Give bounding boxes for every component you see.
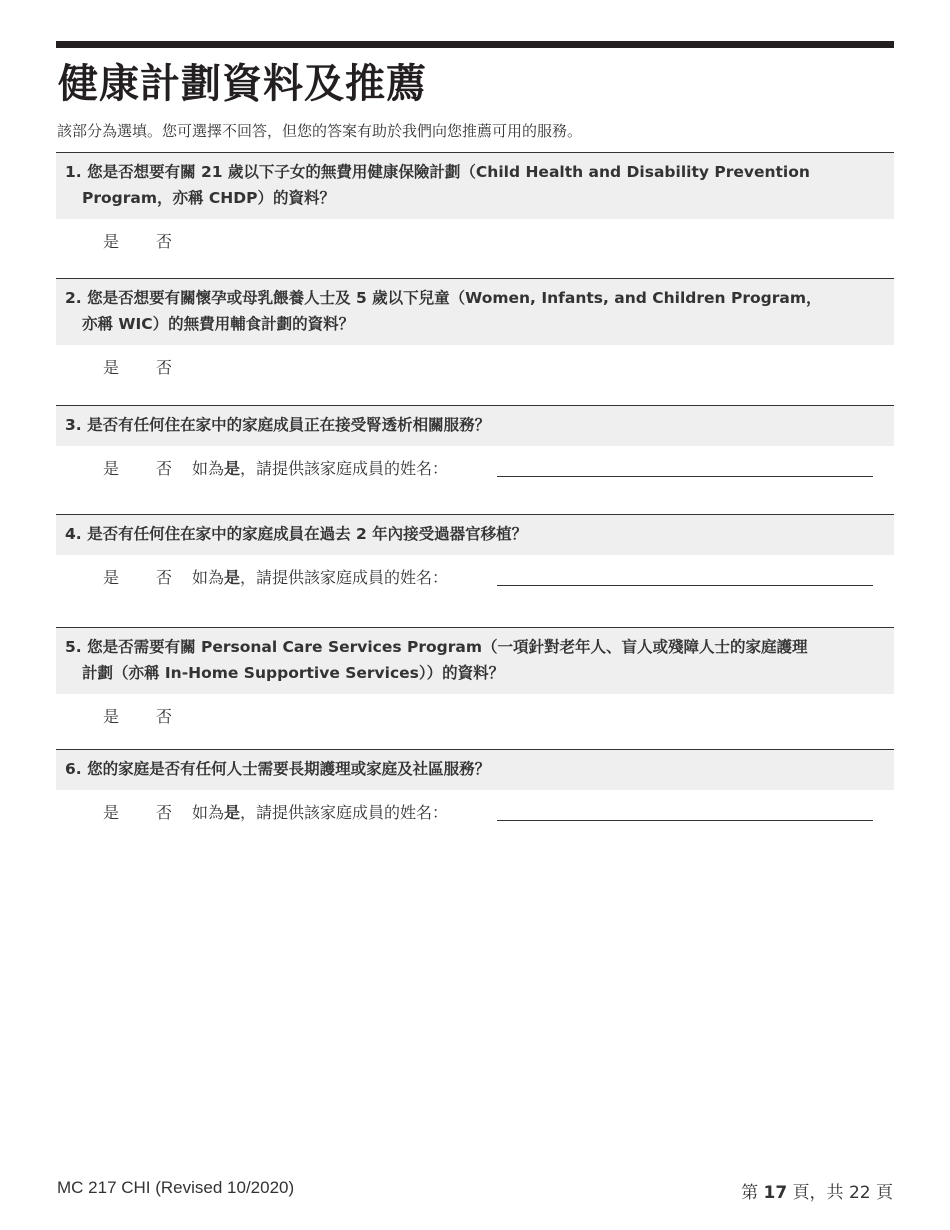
no-option[interactable]: 否 xyxy=(156,568,173,587)
follow-up-text: 如為 xyxy=(192,459,225,478)
follow-up-text: ，請提供該家庭成員的姓名： xyxy=(240,803,449,822)
yes-option[interactable]: 是 xyxy=(103,707,120,726)
question-text-cont: 亦稱 WIC）的無費用輔食計劃的資料？ xyxy=(82,315,355,333)
question-text: 3. 是否有任何住在家中的家庭成員正在接受腎透析相關服務？ xyxy=(65,416,491,434)
follow-up-label xyxy=(192,456,448,479)
question-3 xyxy=(56,405,894,486)
question-text: 5. 您是否需要有關 Personal Care Services Program（一項針對老年人、盲人或殘障人士的家庭護理 xyxy=(65,638,808,656)
yes-option[interactable]: 是 xyxy=(103,459,120,478)
name-input-line[interactable] xyxy=(497,585,873,586)
question-text: 1. 您是否想要有關 21 歲以下子女的無費用健康保險計劃（Child Health and Disability Prevention xyxy=(65,163,810,181)
top-rule xyxy=(56,41,894,48)
page-prefix: 第 xyxy=(741,1183,764,1203)
page-number xyxy=(741,1178,893,1203)
intro-text: 該部分為選填。您可選擇不回答，但您的答案有助於我們向您推薦可用的服務。 xyxy=(57,122,583,140)
question-5 xyxy=(56,627,894,734)
no-option[interactable]: 否 xyxy=(156,707,173,726)
follow-up-text: 如為 xyxy=(192,568,225,587)
follow-up-text: ，請提供該家庭成員的姓名： xyxy=(240,568,449,587)
no-option[interactable]: 否 xyxy=(156,803,173,822)
question-text: 4. 是否有任何住在家中的家庭成員在過去 2 年內接受過器官移植？ xyxy=(65,525,528,543)
no-option[interactable]: 否 xyxy=(156,358,173,377)
form-id: MC 217 CHI (Revised 10/2020) xyxy=(57,1178,295,1197)
question-1 xyxy=(56,152,894,259)
question-4 xyxy=(56,514,894,595)
no-option[interactable]: 否 xyxy=(156,459,173,478)
follow-up-label xyxy=(192,565,448,588)
name-input-line[interactable] xyxy=(497,476,873,477)
yes-option[interactable]: 是 xyxy=(103,358,120,377)
yes-option[interactable]: 是 xyxy=(103,568,120,587)
follow-up-emphasis: 是 xyxy=(224,803,241,822)
question-text-cont: 計劃（亦稱 In-Home Supportive Services））的資料？ xyxy=(82,664,505,682)
question-2 xyxy=(56,278,894,385)
question-6 xyxy=(56,749,894,830)
page-suffix: 頁，共 22 頁 xyxy=(787,1183,893,1203)
name-input-line[interactable] xyxy=(497,820,873,821)
follow-up-emphasis: 是 xyxy=(224,459,241,478)
current-page: 17 xyxy=(763,1183,788,1203)
follow-up-text: ，請提供該家庭成員的姓名： xyxy=(240,459,449,478)
no-option[interactable]: 否 xyxy=(156,232,173,251)
follow-up-label xyxy=(192,800,448,823)
yes-option[interactable]: 是 xyxy=(103,232,120,251)
question-text: 6. 您的家庭是否有任何人士需要長期護理或家庭及社區服務？ xyxy=(65,760,491,778)
question-text-cont: Program，亦稱 CHDP）的資料？ xyxy=(82,189,335,207)
follow-up-text: 如為 xyxy=(192,803,225,822)
yes-option[interactable]: 是 xyxy=(103,803,120,822)
page-title: 健康計劃資料及推薦 xyxy=(58,61,427,107)
follow-up-emphasis: 是 xyxy=(224,568,241,587)
question-text: 2. 您是否想要有關懷孕或母乳餵養人士及 5 歲以下兒童（Women, Infants, and Children Program， xyxy=(65,289,822,307)
